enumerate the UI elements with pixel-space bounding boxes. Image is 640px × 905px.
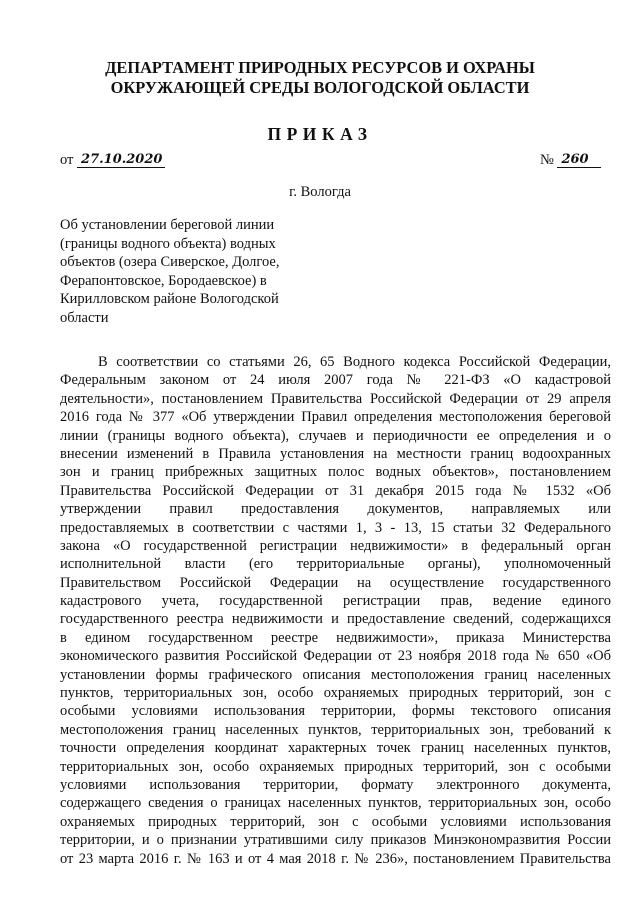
body-line: государственного реестра недвижимости и предоставление сведений, содержащихся: [60, 611, 611, 628]
body-line: внесении изменений в Правила установления на местности границ водоохранных: [60, 445, 611, 462]
body-line: условиями использования территории, формату электронного документа,: [60, 776, 611, 793]
order-city: г. Вологда: [289, 184, 351, 200]
order-number-value: 260: [557, 152, 601, 168]
body-line: охраняемых природных территорий, зон с особыми условиями использования: [60, 813, 611, 830]
department-header: [0, 58, 640, 98]
order-number: [540, 151, 601, 169]
body-line: содержащего сведения о границах населенных пунктов, территориальных зон, особо: [60, 795, 611, 812]
subject-line: Ферапонтовское, Бородаевское) в: [60, 272, 267, 289]
body-line: Правительством Российской Федерации на осуществление государственного: [60, 574, 611, 591]
body-line: предоставляемых в соответствии с частями 1, 3 - 13, 15 статьи 32 Федерального: [60, 519, 611, 536]
body-line: линии (границы водного объекта), случаев и периодичности ее определения и о: [60, 427, 611, 444]
body-line: особыми условиями использования территории, формы текстового описания: [60, 703, 611, 720]
body-line: точности определения координат характерных точек границ населенных пунктов,: [60, 740, 611, 757]
body-line: Федеральным законом от 24 июля 2007 года № 221-ФЗ «О кадастровой: [60, 372, 611, 389]
body-line: территориальных зон, особо охраняемых природных территорий, зон с особыми: [60, 758, 611, 775]
body-line: утверждении правил предоставления документов, направляемых или: [60, 501, 611, 518]
order-date: [60, 151, 165, 169]
order-date-prefix: от: [60, 152, 74, 168]
order-number-prefix: №: [540, 152, 554, 168]
body-line: В соответствии со статьями 26, 65 Водного кодекса Российской Федерации,: [98, 354, 611, 370]
order-title: ПРИКАЗ: [267, 124, 373, 144]
subject-line: (границы водного объекта) водных: [60, 235, 276, 252]
order-body: [60, 353, 611, 868]
body-line: установлении формы графического описания местоположения границ населенных: [60, 666, 611, 683]
body-line: зон и границ прибрежных защитных полос водных объектов», постановлением: [60, 464, 611, 481]
subject-line: объектов (озера Сиверское, Долгое,: [60, 254, 280, 270]
body-line: закона «О государственной регистрации недвижимости» в федеральный орган: [60, 537, 611, 554]
subject-line: Об установлении береговой линии: [60, 217, 275, 233]
subject-line: области: [60, 309, 109, 326]
order-date-value: 27.10.2020: [77, 152, 165, 168]
body-line: Правительства Российской Федерации от 31 декабря 2015 года № 1532 «Об: [60, 482, 611, 499]
body-line: местоположения границ населенных пунктов, территориальных зон, требований к: [60, 721, 611, 738]
order-subject: [60, 216, 320, 327]
body-line: кадастрового учета, государственной регистрации прав, ведение единого: [60, 593, 611, 610]
subject-line: Кирилловском районе Вологодской: [60, 291, 279, 307]
body-line: 2016 года № 377 «Об утверждении Правил определения местоположения береговой: [60, 409, 611, 426]
body-line: территории, и о признании утратившими силу приказов Минэкономразвития России: [60, 832, 611, 849]
body-line: исполнительной власти (его территориальные органы), уполномоченный: [60, 556, 611, 573]
body-line: пунктов, территориальных зон, особо охраняемых природных территорий, зон с: [60, 685, 611, 702]
department-header-line-1: ДЕПАРТАМЕНТ ПРИРОДНЫХ РЕСУРСОВ И ОХРАНЫ: [105, 58, 535, 77]
body-line: экономического развития Российской Федерации от 23 ноября 2018 года № 650 «Об: [60, 648, 611, 665]
body-line: деятельности», постановлением Правительства Российской Федерации от 29 апреля: [60, 390, 611, 407]
department-header-line-2: ОКРУЖАЮЩЕЙ СРЕДЫ ВОЛОГОДСКОЙ ОБЛАСТИ: [110, 78, 530, 97]
body-line: в едином государственном реестре недвижимости», приказа Министерства: [60, 629, 611, 646]
body-line: от 23 марта 2016 г. № 163 и от 4 мая 2018 г. № 236», постановлением Правительства: [60, 850, 611, 867]
